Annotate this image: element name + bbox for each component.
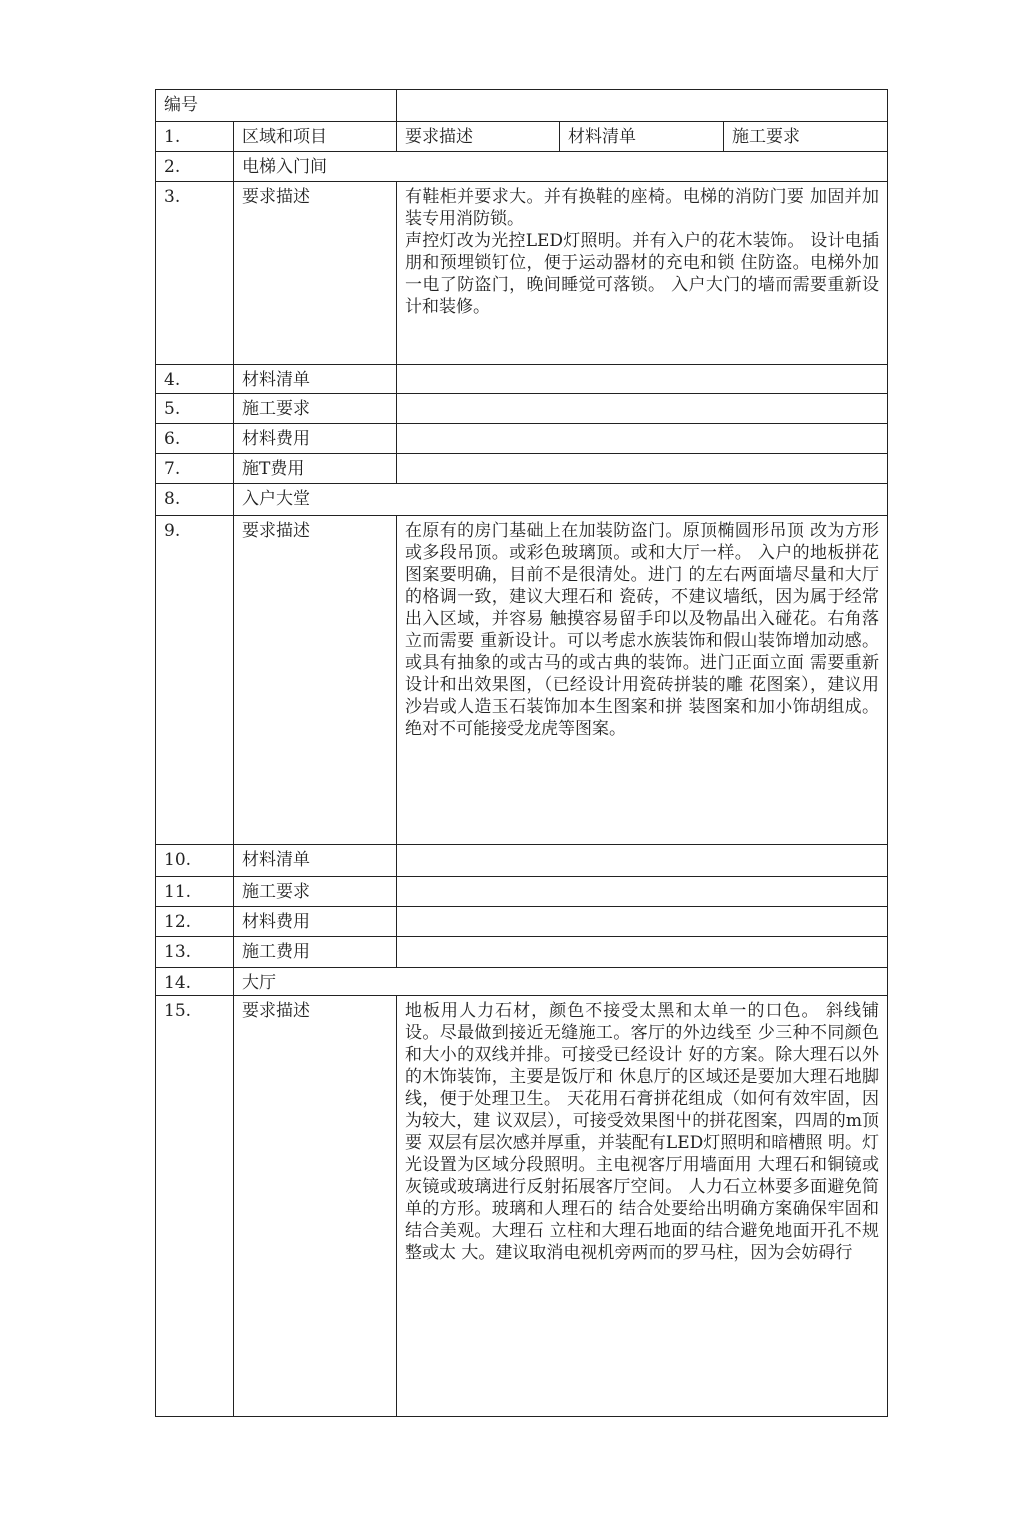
description-cell: [397, 516, 888, 845]
column-area: 区域和项目: [234, 122, 397, 152]
row-label: 施工要求: [234, 877, 397, 907]
description-cell: [397, 182, 888, 365]
row-label: 要求描述: [234, 996, 397, 1417]
row-number: 12.: [156, 907, 234, 937]
table-row: [156, 365, 888, 394]
section-title: 入户大堂: [234, 484, 888, 516]
row-number: 7.: [156, 454, 234, 484]
row-label: 要求描述: [234, 516, 397, 845]
row-number: 15.: [156, 996, 234, 1417]
requirements-table: [155, 89, 888, 1417]
row-value-cell: [397, 394, 888, 424]
header-row: [156, 90, 888, 122]
row-number: 8.: [156, 484, 234, 516]
row-value-cell: [397, 365, 888, 394]
table-row: [156, 845, 888, 877]
row-number: 9.: [156, 516, 234, 845]
row-label: 材料费用: [234, 907, 397, 937]
description-paragraph: 地板用人力石材，颜色不接受太黑和太单一的口色。 斜线铺设。尽最做到接近无缝施工。客厅的外边线至 少三种不同颜色和大小的双线并排。可接受已经设计 好的方案。除大理石以外的木饰装饰，主要是饭厅和 休息厅的区域还是要加大理石地脚线，便于处理卫生。 天花用石膏拼花组成（如何有效牢固，因为较大，建 议双层），可接受效果图屮的拼花图案，四周的m顶要 双层有层次感并厚重，并装配有LED灯照明和暗槽照 明。灯光设置为区域分段照明。主电视客厅用墙面用 大理石和铜镜或灰镜或玻璃进行反射拓展客厅空间。 人力石立林要多面避免简单的方形。玻璃和人理石的 结合处要给出明确方案确保牢固和结合美观。大理石 立柱和大理石地面的结合避免地面开孔不规整或太 大。建议取消电视机旁两而的罗马柱，因为会妨碍行: [405, 1001, 880, 1263]
description-row: [156, 182, 888, 365]
row-number: 6.: [156, 424, 234, 454]
row-value-cell: [397, 877, 888, 907]
row-number: 14.: [156, 968, 234, 996]
table-row: [156, 907, 888, 937]
section-title-row: [156, 484, 888, 516]
table-row: [156, 394, 888, 424]
row-label: 材料清单: [234, 845, 397, 877]
column-construction: 施工要求: [724, 122, 888, 152]
section-title-row: [156, 152, 888, 182]
row-number: 3.: [156, 182, 234, 365]
column-materials: 材料清单: [560, 122, 724, 152]
table-row: [156, 937, 888, 968]
row-label: 材料清单: [234, 365, 397, 394]
row-label: 施工要求: [234, 394, 397, 424]
column-header-row: [156, 122, 888, 152]
table-row: [156, 424, 888, 454]
section-title: 大厅: [234, 968, 888, 996]
row-label: 要求描述: [234, 182, 397, 365]
row-label: 施T费用: [234, 454, 397, 484]
row-value-cell: [397, 845, 888, 877]
section-title-row: [156, 968, 888, 996]
column-requirement: 要求描述: [397, 122, 560, 152]
description-row: [156, 516, 888, 845]
row-label: 材料费用: [234, 424, 397, 454]
row-value-cell: [397, 907, 888, 937]
description-row: [156, 996, 888, 1417]
row-number: 11.: [156, 877, 234, 907]
table-row: [156, 454, 888, 484]
row-number: 10.: [156, 845, 234, 877]
row-number: 13.: [156, 937, 234, 968]
row-value-cell: [397, 937, 888, 968]
header-label: 编号: [156, 90, 397, 122]
row-number: 2.: [156, 152, 234, 182]
row-label: 施工费用: [234, 937, 397, 968]
table-row: [156, 877, 888, 907]
description-cell: [397, 996, 888, 1417]
row-value-cell: [397, 424, 888, 454]
description-paragraph: 有鞋柜并要求大。并有换鞋的座椅。电梯的消防门要 加固并加装专用消防锁。: [405, 187, 880, 229]
description-paragraph: 声控灯改为光控LED灯照明。并有入户的花木装饰。 设计电插朋和预埋锁钉位，便于运动器材的充电和锁 住防盗。电梯外加一电了防盗门，晚间睡觉可落锁。 入户大门的墙而需要重新设计和装修。: [405, 231, 880, 317]
row-number: 5.: [156, 394, 234, 424]
row-number: 4.: [156, 365, 234, 394]
header-value-cell: [397, 90, 888, 122]
row-value-cell: [397, 454, 888, 484]
section-title: 电梯入门间: [234, 152, 888, 182]
description-paragraph: 在原有的房门基础上在加装防盗门。原顶椭圆形吊顶 改为方形或多段吊顶。或彩色玻璃顶。或和大厅一样。 入户的地板拼花图案要明确，目前不是很清处。进门 的左右两面墙尽量和大厅的格调一致，建议大理石和 瓷砖，不建议墙纸，因为属于经常出入区域，并容易 触摸容易留手印以及物晶出入碰花。右角落立而需要 重新设计。可以考虑水族装饰和假山装饰增加动感。 或具有抽象的或古马的或古典的装饰。进门正面立面 需要重新设计和出效果图，（已经设计用瓷砖拼装的雕 花图案），建议用沙岩或人造玉石装饰加本生图案和拼 装图案和加小饰胡组成。绝对不可能接受龙虎等图案。: [405, 521, 880, 739]
column-num: 1.: [156, 122, 234, 152]
